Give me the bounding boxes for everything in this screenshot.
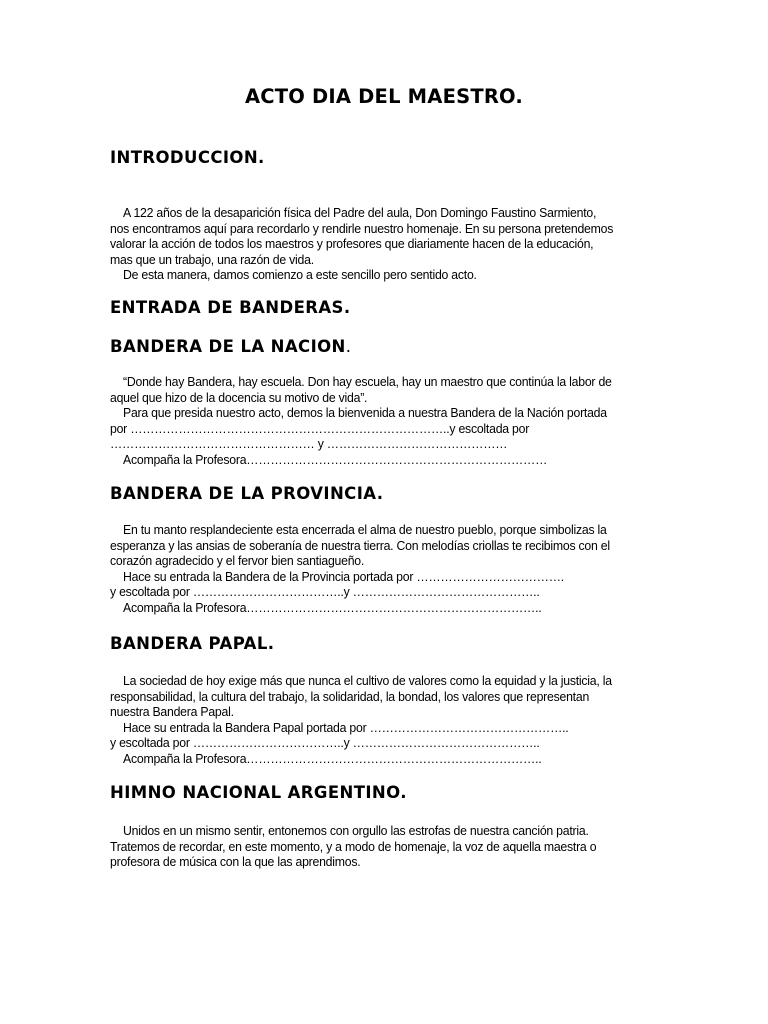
paragraph-bandera-provincia xyxy=(110,522,631,616)
text-line: y escoltada por ………………………………..y ……………………………………….. xyxy=(110,735,540,751)
heading-introduccion: INTRODUCCION. xyxy=(110,148,265,167)
paragraph-introduccion xyxy=(110,205,631,283)
text-line: Para que presida nuestro acto, demos la bienvenida a nuestra Bandera de la Nación portada xyxy=(123,405,607,421)
text-line: nos encontramos aquí para recordarlo y rendirle nuestro homenaje. En su persona pretendemos xyxy=(110,220,614,236)
text-line: La sociedad de hoy exige más que nunca el cultivo de valores como la equidad y la justicia, la xyxy=(123,673,612,688)
text-line: esperanza y las ansias de soberanía de nuestra tierra. Con melodías criollas te recibimos con el xyxy=(110,537,610,553)
paragraph-bandera-nacion xyxy=(110,374,631,468)
text-line: corazón agradecido y el fervor bien santiagueño. xyxy=(110,553,365,569)
text-line: profesora de música con la que las aprendimos. xyxy=(110,854,361,870)
heading-tail: . xyxy=(345,337,352,356)
text-line: Hace su entrada la Bandera Papal portada por ………………………………………….. xyxy=(123,719,569,735)
text-line: De esta manera, damos comienzo a este sencillo pero sentido acto. xyxy=(123,267,477,283)
heading-himno: HIMNO NACIONAL ARGENTINO. xyxy=(110,783,407,802)
text-line: aquel que hizo de la docencia su motivo de vida”. xyxy=(110,389,368,405)
text-line: y escoltada por ………………………………..y ……………………………………….. xyxy=(110,584,540,600)
text-line: mas que un trabajo, una razón de vida. xyxy=(110,251,314,267)
paragraph-bandera-papal xyxy=(110,673,631,767)
text-line: Acompaña la Profesora………………………………………………………………… xyxy=(123,451,548,467)
text-line: …………………………………………… y ……………………………………… xyxy=(110,436,508,452)
text-line: A 122 años de la desaparición física del Padre del aula, Don Domingo Faustino Sarmiento, xyxy=(123,205,597,220)
text-line: Hace su entrada la Bandera de la Provincia portada por ………………………………. xyxy=(123,568,564,584)
text-line: responsabilidad, la cultura del trabajo, la solidaridad, la bondad, los valores que representan xyxy=(110,688,590,704)
heading-bandera-nacion xyxy=(110,337,351,356)
text-line: Acompaña la Profesora……………………………………………………………….. xyxy=(123,750,542,766)
heading-text: BANDERA DE LA NACION xyxy=(110,337,346,356)
text-line: Acompaña la Profesora……………………………………………………………….. xyxy=(123,599,542,615)
text-line: Tratemos de recordar, en este momento, y a modo de homenaje, la voz de aquella maestra o xyxy=(110,838,597,854)
text-line: En tu manto resplandeciente esta encerrada el alma de nuestro pueblo, porque simbolizas la xyxy=(123,522,607,537)
heading-bandera-papal: BANDERA PAPAL. xyxy=(110,634,275,653)
text-line: “Donde hay Bandera, hay escuela. Don hay escuela, hay un maestro que continúa la labor de xyxy=(123,374,612,389)
paragraph-himno xyxy=(110,823,631,870)
text-line: Unidos en un mismo sentir, entonemos con orgullo las estrofas de nuestra canción patria. xyxy=(123,823,589,838)
text-line: nuestra Bandera Papal. xyxy=(110,704,234,720)
heading-bandera-provincia: BANDERA DE LA PROVINCIA. xyxy=(110,484,384,503)
heading-entrada-banderas: ENTRADA DE BANDERAS. xyxy=(110,298,351,317)
text-line: valorar la acción de todos los maestros y profesores que diariamente hacen de la educación, xyxy=(110,236,594,252)
document-title: ACTO DIA DEL MAESTRO. xyxy=(244,85,524,108)
text-line: por ……………………………………………………………………..y escoltada por xyxy=(110,420,530,436)
